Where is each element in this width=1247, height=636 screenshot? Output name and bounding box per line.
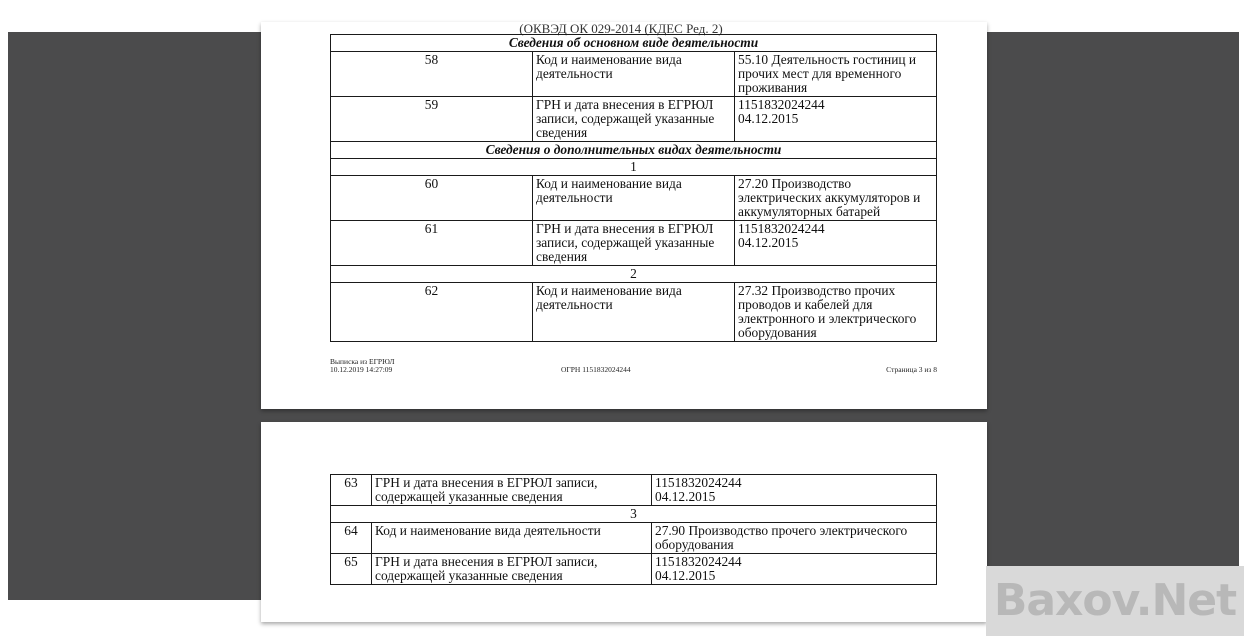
table-row <box>331 523 937 554</box>
table-row <box>331 283 937 342</box>
row-number: 61 <box>331 221 533 266</box>
row-value: 1151832024244 04.12.2015 <box>652 554 937 585</box>
group-number: 2 <box>331 266 937 283</box>
row-number: 64 <box>331 523 372 554</box>
table-row <box>331 52 937 97</box>
row-value: 27.90 Производство прочего электрического оборудования <box>652 523 937 554</box>
pdf-page-4 <box>261 422 987 622</box>
footer-extract-info <box>330 358 395 374</box>
group-row <box>331 266 937 283</box>
row-number: 58 <box>331 52 533 97</box>
row-label: ГРН и дата внесения в ЕГРЮЛ записи, содержащей указанные сведения <box>533 221 735 266</box>
footer-page-number: Страница 3 из 8 <box>886 365 937 374</box>
footer-ogrn: ОГРН 1151832024244 <box>561 365 631 374</box>
watermark-logo: Baxov.Net <box>986 566 1244 636</box>
table-row <box>331 221 937 266</box>
table-row <box>331 97 937 142</box>
table-row <box>331 176 937 221</box>
row-label: Код и наименование вида деятельности <box>372 523 652 554</box>
document-viewer[interactable] <box>8 21 1239 600</box>
row-value: 27.32 Производство прочих проводов и кабелей для электронного и электрического оборудования <box>735 283 937 342</box>
row-value: 1151832024244 04.12.2015 <box>735 97 937 142</box>
activity-table <box>330 34 937 342</box>
section-row <box>331 35 937 52</box>
row-label: Код и наименование вида деятельности <box>533 283 735 342</box>
footer-extract-title: Выписка из ЕГРЮЛ <box>330 357 395 366</box>
additional-activity-section-title: Сведения о дополнительных видах деятельности <box>331 142 937 159</box>
pdf-page-3 <box>261 22 987 409</box>
row-label: Код и наименование вида деятельности <box>533 176 735 221</box>
row-number: 59 <box>331 97 533 142</box>
row-label: Код и наименование вида деятельности <box>533 52 735 97</box>
row-number: 60 <box>331 176 533 221</box>
group-row <box>331 506 937 523</box>
row-number: 62 <box>331 283 533 342</box>
table-row <box>331 554 937 585</box>
footer-extract-date: 10.12.2019 14:27:09 <box>330 365 393 374</box>
row-number: 63 <box>331 475 372 506</box>
row-number: 65 <box>331 554 372 585</box>
table-row <box>331 475 937 506</box>
cut-off-header-text: (ОКВЭД ОК 029-2014 (КДЕС Ред. 2) <box>519 21 723 36</box>
row-value: 1151832024244 04.12.2015 <box>735 221 937 266</box>
group-number: 1 <box>331 159 937 176</box>
row-label: ГРН и дата внесения в ЕГРЮЛ записи, содержащей указанные сведения <box>372 475 652 506</box>
row-label: ГРН и дата внесения в ЕГРЮЛ записи, содержащей указанные сведения <box>533 97 735 142</box>
group-number: 3 <box>331 506 937 523</box>
main-activity-section-title: Сведения об основном виде деятельности <box>331 35 937 52</box>
row-label: ГРН и дата внесения в ЕГРЮЛ записи, содержащей указанные сведения <box>372 554 652 585</box>
section-row <box>331 142 937 159</box>
row-value: 27.20 Производство электрических аккумуляторов и аккумуляторных батарей <box>735 176 937 221</box>
row-value: 1151832024244 04.12.2015 <box>652 475 937 506</box>
row-value: 55.10 Деятельность гостиниц и прочих мест для временного проживания <box>735 52 937 97</box>
activity-table-continued <box>330 474 937 585</box>
group-row <box>331 159 937 176</box>
